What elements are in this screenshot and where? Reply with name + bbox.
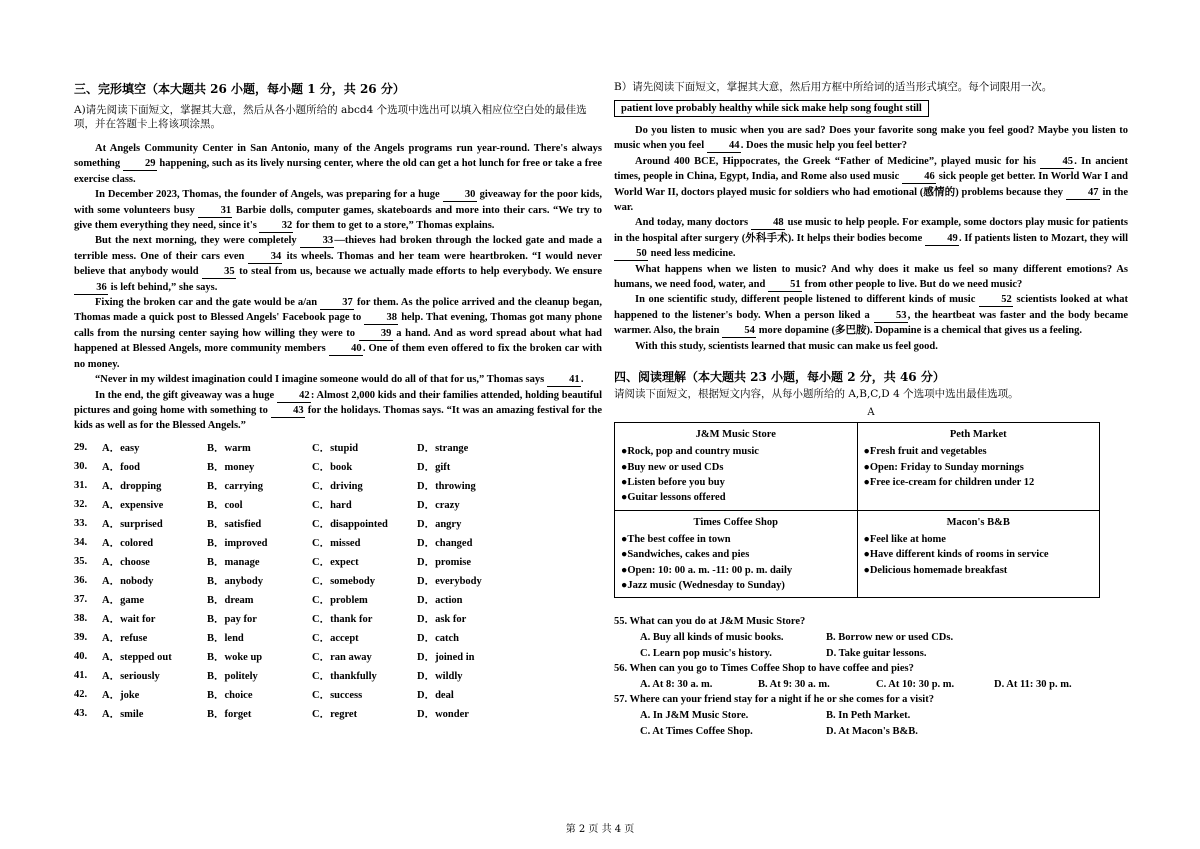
option: C. At 10: 30 p. m. (876, 678, 955, 690)
option-row (74, 685, 522, 704)
page-footer: 第 2 页 共 4 页 (565, 824, 635, 835)
blank-number: 34 (248, 251, 282, 264)
option: D．ask for (417, 613, 467, 625)
option: B．satisfied (207, 518, 262, 530)
option: C．driving (312, 480, 363, 492)
blank-number: 53 (874, 310, 908, 323)
question-number: 31. (74, 479, 88, 491)
option: B．anybody (207, 575, 264, 587)
ad-item: ●Open: 10: 00 a. m. -11: 00 p. m. daily (621, 564, 793, 576)
question-number: 37. (74, 593, 88, 605)
option: C．disappointed (312, 518, 388, 530)
option: B. Borrow new or used CDs. (826, 631, 954, 643)
option: A. At 8: 30 a. m. (640, 678, 713, 690)
option: B．cool (207, 499, 243, 511)
blank-number: 51 (768, 279, 802, 292)
blank-number: 49 (925, 233, 959, 246)
option: C．book (312, 461, 353, 473)
section3-heading: 三、完形填空（本大题共 26 小题，每小题 1 分，共 26 分） (74, 82, 405, 96)
question-number: 41. (74, 669, 88, 681)
question-number: 40. (74, 650, 88, 662)
option: A．choose (102, 556, 150, 568)
ad-item: ●Delicious homemade breakfast (863, 564, 1008, 576)
ad-item: ●Open: Friday to Sunday mornings (863, 461, 1024, 473)
option: A．refuse (102, 632, 148, 644)
ad-item: ●Free ice-cream for children under 12 (863, 476, 1035, 488)
option: D．gift (417, 461, 451, 473)
option-row (74, 438, 522, 457)
blank-number: 37 (320, 297, 354, 310)
blank-number: 50 (614, 248, 648, 261)
option: C．stupid (312, 442, 359, 454)
passage-paragraph: Around 400 BCE, Hippocrates, the Greek “Father of Medicine”, played music for his 45. In ancient times, people in China, Egypt, India, and Rome also used music 46 sick people get better. In World War I and World War II, doctors played music for soldiers who had emotional (感情的) problems because they 47 in the war. (614, 155, 1129, 214)
ad-cell (857, 423, 1100, 511)
ads-row (615, 423, 1100, 511)
blank-number: 54 (722, 325, 756, 338)
option: D．promise (417, 556, 472, 568)
option: B．manage (207, 556, 260, 568)
option: C．expect (312, 556, 359, 568)
option: A．dropping (102, 480, 162, 492)
option: A．surprised (102, 518, 163, 530)
blank-number: 48 (751, 217, 785, 230)
option-row (74, 457, 522, 476)
option: C. Learn pop music's history. (640, 647, 772, 659)
question-number: 35. (74, 555, 88, 567)
blank-number: 38 (364, 312, 398, 325)
option-row (614, 646, 1128, 662)
ad-item: ●The best coffee in town (621, 533, 731, 545)
question-number: 34. (74, 536, 88, 548)
option: C．problem (312, 594, 368, 606)
option: D．strange (417, 442, 469, 454)
blank-number: 33 (300, 235, 334, 248)
option: A．easy (102, 442, 140, 454)
question-number: 39. (74, 631, 88, 643)
ad-title: J&M Music Store (695, 429, 776, 441)
option-row (74, 571, 522, 590)
option: B．warm (207, 442, 251, 454)
word-box: patient love probably healthy while sick make help song fought still (614, 100, 929, 117)
option-row (74, 590, 522, 609)
option: A．seriously (102, 670, 160, 682)
passage-paragraph: What happens when we listen to music? And why does it make us feel so many different emotions? As humans, we need food, water, and 51 from other people to live. But do we need music? (614, 263, 1128, 291)
option: A．food (102, 461, 140, 473)
option: A．stepped out (102, 651, 172, 663)
option: C．success (312, 689, 363, 701)
option: D．throwing (417, 480, 476, 492)
passage-paragraph: Do you listen to music when you are sad? Does your favorite song make you feel good? Maybe you listen to music when you feel 44. Does the music help you feel better? (614, 125, 1128, 152)
ads-row (615, 510, 1100, 598)
question-stem: 57. Where can your friend stay for a night if he or she comes for a visit? (614, 694, 934, 706)
option: C．accept (312, 632, 359, 644)
option: A. Buy all kinds of music books. (640, 631, 784, 643)
option: D．joined in (417, 651, 475, 663)
option: C．ran away (312, 651, 372, 663)
option: C．hard (312, 499, 352, 511)
option: C．thank for (312, 613, 373, 625)
blank-number: 44 (707, 140, 741, 153)
option: C．thankfully (312, 670, 377, 682)
blank-number: 45 (1040, 156, 1074, 169)
option: C．regret (312, 708, 358, 720)
blank-number: 32 (259, 220, 293, 233)
option: D．angry (417, 518, 462, 530)
blank-number: 41 (547, 374, 581, 387)
option-row (74, 552, 522, 571)
question-number: 32. (74, 498, 88, 510)
passage-paragraph: Fixing the broken car and the gate would be a/an 37 for them. As the police arrived and the cleanup began, Thomas made a quick post to Blessed Angels' Facebook page to 38 help. That evening, Thomas got many phone calls from the nursing center saying how willing they were to 39 a hand. And as word spread about what had happened at Blessed Angels, more community members 40. One of them even offered to fix the broken car with no money. (74, 297, 602, 370)
ad-item: ●Guitar lessons offered (621, 492, 726, 504)
question-number: 42. (74, 688, 88, 700)
option: A．colored (102, 537, 154, 549)
option-row (74, 495, 522, 514)
option: B．improved (207, 537, 268, 549)
question-number: 36. (74, 574, 88, 586)
option: B．money (207, 461, 255, 473)
blank-number: 42 (277, 390, 311, 403)
option: D. Take guitar lessons. (826, 647, 927, 659)
blank-number: 29 (123, 158, 157, 171)
question-number: 30. (74, 460, 88, 472)
ad-item: ●Sandwiches, cakes and pies (621, 549, 750, 561)
option-row (614, 724, 1128, 740)
option-row (74, 647, 522, 666)
option: B．carrying (207, 480, 263, 492)
passage-paragraph: With this study, scientists learned that music can make us feel good. (635, 340, 938, 352)
cloze-passage (74, 141, 602, 434)
question-stem: 55. What can you do at J&M Music Store? (614, 616, 806, 628)
question-number: 33. (74, 517, 88, 529)
blank-number: 40 (329, 343, 363, 356)
fill-passage (614, 123, 1128, 354)
option: D．wonder (417, 708, 469, 720)
passage-paragraph: In December 2023, Thomas, the founder of Angels, was preparing for a huge 30 giveaway for the poor kids, with some volunteers busy 31 Barbie dolls, computer games, skateboards and more into their cars. “We try to give them everything they need, since it's 32 for them to get to a store,” Thomas explains. (74, 189, 603, 232)
blank-number: 52 (979, 294, 1013, 307)
option: A．joke (102, 689, 140, 701)
passage-paragraph: “Never in my wildest imagination could I imagine someone would do all of that for us,” Thomas says 41. (95, 374, 584, 386)
option: D. At Macon's B&B. (826, 725, 918, 737)
ad-item: ●Listen before you buy (621, 476, 725, 488)
question-number: 38. (74, 612, 88, 624)
option: D．everybody (417, 575, 482, 587)
ads-table (614, 422, 1100, 598)
blank-number: 43 (271, 405, 305, 418)
option: D．catch (417, 632, 459, 644)
option: A．game (102, 594, 144, 606)
right-column (614, 80, 1128, 739)
question-number: 29. (74, 441, 88, 453)
option: B．forget (207, 708, 252, 720)
ad-title: Times Coffee Shop (693, 516, 778, 528)
cloze-options-table (74, 438, 522, 723)
question-stem: 56. When can you go to Times Coffee Shop to have coffee and pies? (614, 663, 914, 675)
ad-cell (615, 423, 858, 511)
option: C. At Times Coffee Shop. (640, 725, 753, 737)
ad-item: ●Rock, pop and country music (621, 446, 759, 458)
blank-number: 46 (902, 171, 936, 184)
ad-title: Peth Market (949, 429, 1007, 441)
option-row (74, 666, 522, 685)
option: A．smile (102, 708, 144, 720)
option: A. In J&M Music Store. (640, 709, 749, 721)
option-row (74, 514, 522, 533)
section4-instruction: 请阅读下面短文，根据短文内容，从每小题所给的 A,B,C,D 4 个选项中选出最佳选项。 (614, 388, 1019, 401)
option-row (614, 677, 1128, 693)
left-column (74, 80, 602, 723)
option: B．lend (207, 632, 244, 644)
passage-paragraph: At Angels Community Center in San Antonio, many of the Angels programs run year-round. There's always something 29 happening, such as its lively nursing center, where the old can get a hot lunch for free or take a free exercise class. (74, 143, 602, 185)
option: C．missed (312, 537, 361, 549)
blank-number: 36 (74, 282, 108, 295)
ad-item: ●Feel like at home (863, 533, 946, 545)
blank-number: 39 (359, 328, 393, 341)
option: B．choice (207, 689, 253, 701)
option-row (74, 533, 522, 552)
passage-paragraph: And today, many doctors 48 use music to help people. For example, some doctors play music for patients in the hospital after surgery (外科手术). It helps their bodies become 49. If patients listen to Mozart, they will 50 need less medicine. (614, 217, 1128, 260)
blank-number: 31 (198, 205, 232, 218)
ad-item: ●Fresh fruit and vegetables (863, 446, 987, 458)
option: B．pay for (207, 613, 257, 625)
passage-paragraph: In one scientific study, different people listened to different kinds of music 52 scientists looked at what happened to the listener's body. When a person liked a 53, the heartbeat was faster and the body became warmer. Also, the brain 54 more dopamine (多巴胺). Dopamine is a chemical that gives us a feeling. (614, 294, 1129, 337)
sectionB-instruction: B）请先阅读下面短文，掌握其大意，然后用方框中所给词的适当形式填空。每个词限用一次。 (614, 81, 1053, 93)
blank-number: 35 (202, 266, 236, 279)
ad-item: ●Have different kinds of rooms in service (863, 549, 1049, 561)
option: D．deal (417, 689, 454, 701)
passage-paragraph: In the end, the gift giveaway was a huge 42: Almost 2,000 kids and their families attended, holding beautiful pictures and going home with something to 43 for the holidays. Thomas says. “It was an amazing festival for the kids as well as for the Blessed Angels.” (74, 389, 603, 432)
option-row (74, 476, 522, 495)
questions (614, 614, 1128, 739)
blank-number: 30 (443, 189, 477, 202)
option: D. At 11: 30 p. m. (994, 678, 1072, 690)
option: B．dream (207, 594, 254, 606)
option: A．nobody (102, 575, 154, 587)
section3-instruction: A)请先阅读下面短文，掌握其大意，然后从各小题所给的 abcd4 个选项中选出可以填入相应位空白处的最佳选项，并在答题卡上将该项涂黑。 (74, 104, 587, 130)
option: C．somebody (312, 575, 376, 587)
option: B. In Peth Market. (826, 709, 911, 721)
option-row (614, 630, 1128, 646)
ad-item: ●Buy new or used CDs (621, 461, 724, 473)
ad-title: Macon's B&B (946, 516, 1010, 528)
option: D．changed (417, 537, 473, 549)
option-row (74, 704, 522, 723)
passage-paragraph: But the next morning, they were completely 33—thieves had broken through the locked gate and made a terrible mess. One of their cars even 34 its wheels. Thomas and her team were heartbroken. “I would never believe that anybody would 35 to steal from us, because we actually made efforts to help everybody. We ensure 36 is left behind,” she says. (74, 235, 603, 293)
question-number: 43. (74, 707, 88, 719)
ad-cell (857, 510, 1100, 598)
option: A．expensive (102, 499, 164, 511)
passage-label: A (867, 407, 875, 419)
option: B．politely (207, 670, 258, 682)
blank-number: 47 (1066, 187, 1100, 200)
option: D．action (417, 594, 463, 606)
option-row (74, 609, 522, 628)
option: D．wildly (417, 670, 463, 682)
option: B．woke up (207, 651, 263, 663)
option: B. At 9: 30 a. m. (758, 678, 830, 690)
option: D．crazy (417, 499, 460, 511)
section4-heading: 四、阅读理解（本大题共 23 小题，每小题 2 分，共 46 分） (614, 370, 945, 385)
option-row (614, 708, 1128, 724)
option: A．wait for (102, 613, 156, 625)
ad-cell (615, 510, 858, 598)
ad-item: ●Jazz music (Wednesday to Sunday) (621, 579, 785, 591)
option-row (74, 628, 522, 647)
